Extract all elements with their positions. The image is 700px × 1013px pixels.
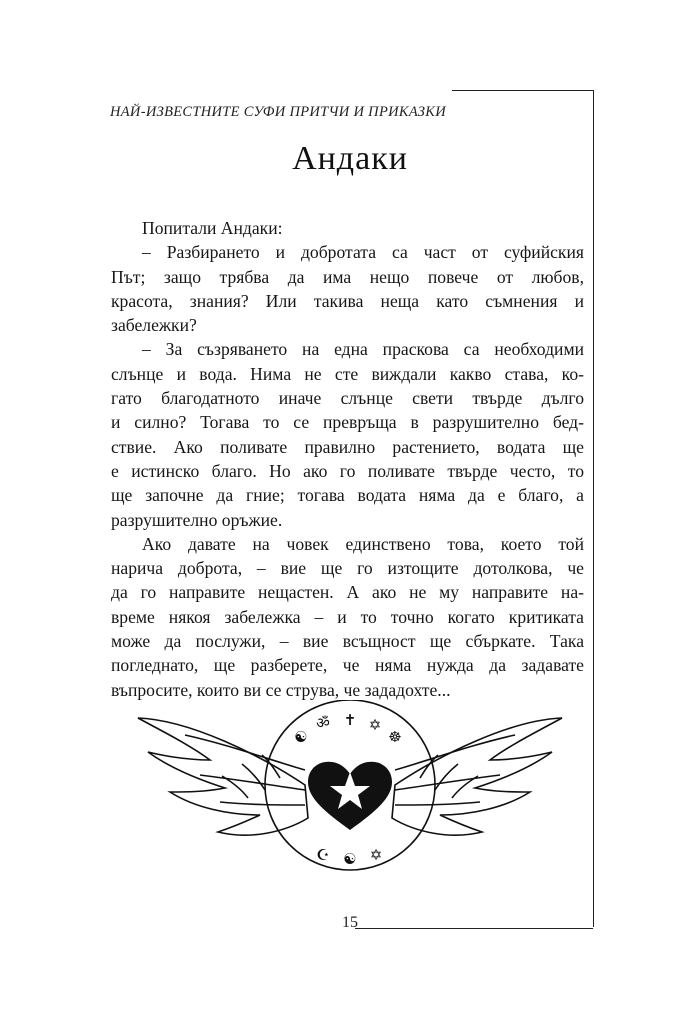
svg-text:☯: ☯: [343, 850, 357, 868]
text-line: да го направите нещастен. А ако не му направите на-: [111, 582, 584, 603]
text-line: въпросите, които ви се струва, че зададохте...: [111, 679, 451, 700]
text-line: гато благодатното иначе слънце свети твърде дълго: [111, 388, 584, 409]
svg-text:☯: ☯: [294, 728, 308, 746]
frame-line-right-lower: [593, 240, 594, 927]
svg-text:ॐ: ॐ: [316, 714, 330, 732]
text-line: и силно? Тогава то се превръща в разрушително бед-: [111, 412, 584, 433]
page-number: 15: [342, 914, 358, 931]
text-line: Ако давате на човек единствено това, което той: [142, 533, 584, 554]
winged-heart-star-emblem-icon: [130, 700, 570, 880]
running-head: НАЙ-ИЗВЕСТНИТЕ СУФИ ПРИТЧИ И ПРИКАЗКИ: [110, 104, 446, 120]
svg-text:☸: ☸: [388, 728, 402, 746]
text-line: Път; защо трябва да има нещо повече от любов,: [111, 266, 584, 287]
text-line: забележки?: [111, 315, 197, 336]
frame-line-top: [452, 90, 593, 91]
text-line: нарича доброта, – вие ще го изтощите дотолкова, че: [111, 558, 584, 579]
svg-text:✡: ✡: [369, 846, 383, 864]
text-line: е истинско благо. Но ако го поливате твърде често, то: [111, 460, 584, 481]
svg-text:☪: ☪: [316, 846, 330, 864]
text-line: разрушително оръжие.: [111, 509, 283, 530]
text-line: време някоя забележка – и то точно когато критиката: [111, 606, 584, 627]
text-line: ще започне да гние; тогава водата няма да е благо, а: [111, 485, 584, 506]
svg-text:✝: ✝: [343, 711, 357, 729]
chapter-title: Андаки: [292, 140, 408, 177]
text-line: може да послужи, – вие всъщност ще сбъркате. Така: [111, 631, 584, 652]
text-line: слънце и вода. Нима не сте виждали какво става, ко-: [111, 363, 584, 384]
text-line: ствие. Ако поливате правилно растението, водата ще: [111, 436, 584, 457]
text-line: Попитали Андаки:: [142, 218, 283, 238]
text-line: погледнато, ще разберете, че няма нужда да задавате: [111, 655, 584, 676]
svg-text:✡: ✡: [368, 716, 382, 734]
text-line: – За съзряването на една праскова са необходими: [142, 339, 584, 360]
text-line: – Разбирането и добротата са част от суфийския: [142, 242, 584, 263]
body-text: [111, 216, 584, 702]
text-line: красота, знания? Или такива неща като съмнения и: [111, 290, 584, 311]
